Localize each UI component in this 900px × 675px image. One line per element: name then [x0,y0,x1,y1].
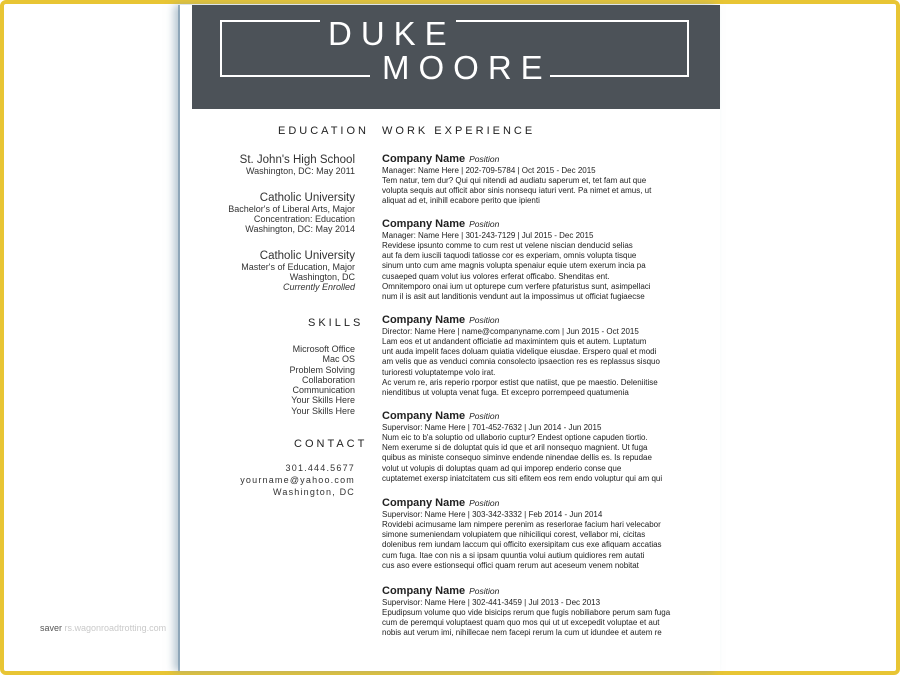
job-position: Position [469,154,500,164]
education-heading: EDUCATION [278,125,369,137]
skills-list [289,344,355,416]
company-name: Company Name [382,585,466,597]
job-entry [382,153,692,207]
job-position: Position [469,411,500,421]
job-desc-line: nobis aut verum imi, nihillecae nem facepi rerum la cum ut idundee et autem re [382,628,662,638]
company-name: Company Name [382,153,466,165]
job-desc-line: dolenibus rem iundam laccum qui officito exersipitam cus exe afiquam accatias [382,540,662,550]
last-name: MOORE [382,49,552,86]
job-meta: Supervisor: Name Here | 302-441-3459 | Jul 2013 - Dec 2013 [382,598,601,607]
job-desc-line: am velis que as venduci comnia consolecto ipsaection res es replassus sisquo [382,357,660,367]
job-desc-line: cus aso evere estionsequi offici quam rerum aut aceseum venem nobitat [382,560,639,570]
education-entry [241,250,355,292]
job-desc-line: aut fa dem iuscili taquodi tatiosse cor es experiam, omnis volupta tisque [382,251,637,261]
company-name: Company Name [382,497,466,509]
job-entry [382,218,692,302]
school-name: St. John's High School [239,154,355,166]
job-position: Position [469,315,500,325]
work-experience-heading: WORK EXPERIENCE [382,125,536,137]
job-desc-line: Revidese ipsunto comme to cum rest ut velene niscian denducid selias [382,241,633,250]
job-desc-line: nienditibus ut volupta venat fuga. Et excepro porrempeed quatumenia [382,388,629,398]
job-desc-line: num il is asit aut landitionis vendunt aut la impossimus ut officiat fugiaecse [382,292,645,302]
job-desc-line: volupta sequis aut officit abor sinis nonsequ iaturi vent. Pa nimet et amus, ut [382,186,652,196]
job-entry [382,585,692,639]
education-entry [228,192,355,234]
job-desc-line: Tem natur, tem dur? Qui qui nitendi ad audiatu saperum et, tet fam aut que [382,176,647,185]
school-name: Catholic University [259,192,355,204]
education-detail: Currently Enrolled [282,282,355,292]
company-name: Company Name [382,410,466,422]
education-detail: Master's of Education, Major [241,262,355,272]
skill-item: Your Skills Here [291,395,355,406]
job-desc-line: cum fuga. Itae con nis a si ipsam quuntia volui autium quidiores rem autati [382,550,645,560]
education-detail: Concentration: Education [253,214,355,224]
company-name: Company Name [382,218,466,230]
education-detail: Washington, DC [289,272,355,282]
contact-phone: 301.444.5677 [285,463,355,473]
education-detail: Washington, DC: May 2011 [245,166,355,176]
job-desc-line: Rovidebi acimusame lam nimpere perenim as reserlorae facium hari velecabor [382,520,661,529]
education-detail: Washington, DC: May 2014 [245,224,355,234]
job-position: Position [469,586,500,596]
job-position: Position [469,219,500,229]
job-desc-line: cuptatemet exersp iniatcitatem cus siti efitem eos rem endo voluptur qui am qui [382,473,663,483]
skill-item: Mac OS [322,354,355,365]
job-desc-line: Ac verum re, aris reperio rporpor estist que natiist, que pe maestio. Deleniitise [382,377,658,387]
job-desc-line: unt auda impelit faces doluam quiatia videlique eiusdae. Erspero qual et modi [382,347,657,357]
job-meta: Supervisor: Name Here | 303-342-3332 | Feb 2014 - Jun 2014 [382,510,603,519]
job-entry [382,314,692,398]
job-desc-line: cusaeped quam volut ius volores erferat officabo. Shenditas ent. [382,271,610,281]
job-meta: Supervisor: Name Here | 701-452-7632 | Jun 2014 - Jun 2015 [382,423,602,432]
job-entry [382,497,692,571]
job-desc-line: turioresti voluptatempe volo irat. [382,367,496,377]
job-desc-line: simone sumeniendam volupiatem que nihiciliqui corest, vellabor mi, cicitas [382,530,646,540]
job-meta: Manager: Name Here | 301-243-7129 | Jul 2015 - Dec 2015 [382,231,594,240]
job-desc-line: Epudipsum volume quo vide bisicips rerum que fugis nobiliabore perum sam fuga [382,608,671,617]
skill-item: Your Skills Here [291,405,355,416]
watermark [40,623,166,633]
skill-item: Collaboration [301,374,355,385]
contact-block [240,462,355,498]
skill-item: Microsoft Office [292,344,355,354]
job-position: Position [469,498,500,508]
job-meta: Manager: Name Here | 202-709-5784 | Oct 2015 - Dec 2015 [382,166,596,175]
job-entry [382,410,692,484]
watermark-url: rs.wagonroadtrotting.com [64,623,167,633]
job-desc-line: aliquat ad et, inihill ecabore perito que ipienti [382,196,540,206]
first-name: DUKE [328,15,456,52]
job-desc-line: sinum unto cum ame magnis volupta spenaiur equie utem exerum incia pa [382,261,646,271]
company-name: Company Name [382,314,466,326]
job-desc-line: Omnitemporo onai ium ut opturepe cum verfere pfaturistus sunt, asimpellaci [382,281,651,291]
job-desc-line: Lam eos et ut andandent officiatie ad maximintem quis et autem. Luptatum [382,337,647,346]
contact-location: Washington, DC [273,487,355,497]
education-entry [240,154,355,176]
skill-item: Problem Solving [289,364,355,375]
job-meta: Director: Name Here | name@companyname.com | Jun 2015 - Oct 2015 [382,327,639,336]
skills-heading: SKILLS [308,317,364,329]
contact-heading: CONTACT [294,438,368,450]
job-desc-line: Nem exerume si de doluptat quis id que et aril nonsequo magnient. Ut fuga [382,443,648,453]
job-desc-line: Num eic to b'a soluptio od ullaborio cuptur? Endest optione capuden tiortio. [382,433,648,442]
watermark-label: saver [40,623,63,633]
contact-email: yourname@yahoo.com [240,475,355,485]
education-detail: Bachelor's of Liberal Arts, Major [228,204,355,214]
school-name: Catholic University [259,250,355,262]
job-desc-line: quibus as ministe consequo siminve endende ninendae dellis es. Is repudae [382,453,652,463]
skill-item: Communication [292,385,355,396]
job-desc-line: volut ut volupis di doluptas quam ad qui imporep enderio conse que [382,463,622,473]
job-desc-line: cum de peremqui voluptaest quam quo mos qui ut ut excepedit voluptae et aut [382,618,660,628]
